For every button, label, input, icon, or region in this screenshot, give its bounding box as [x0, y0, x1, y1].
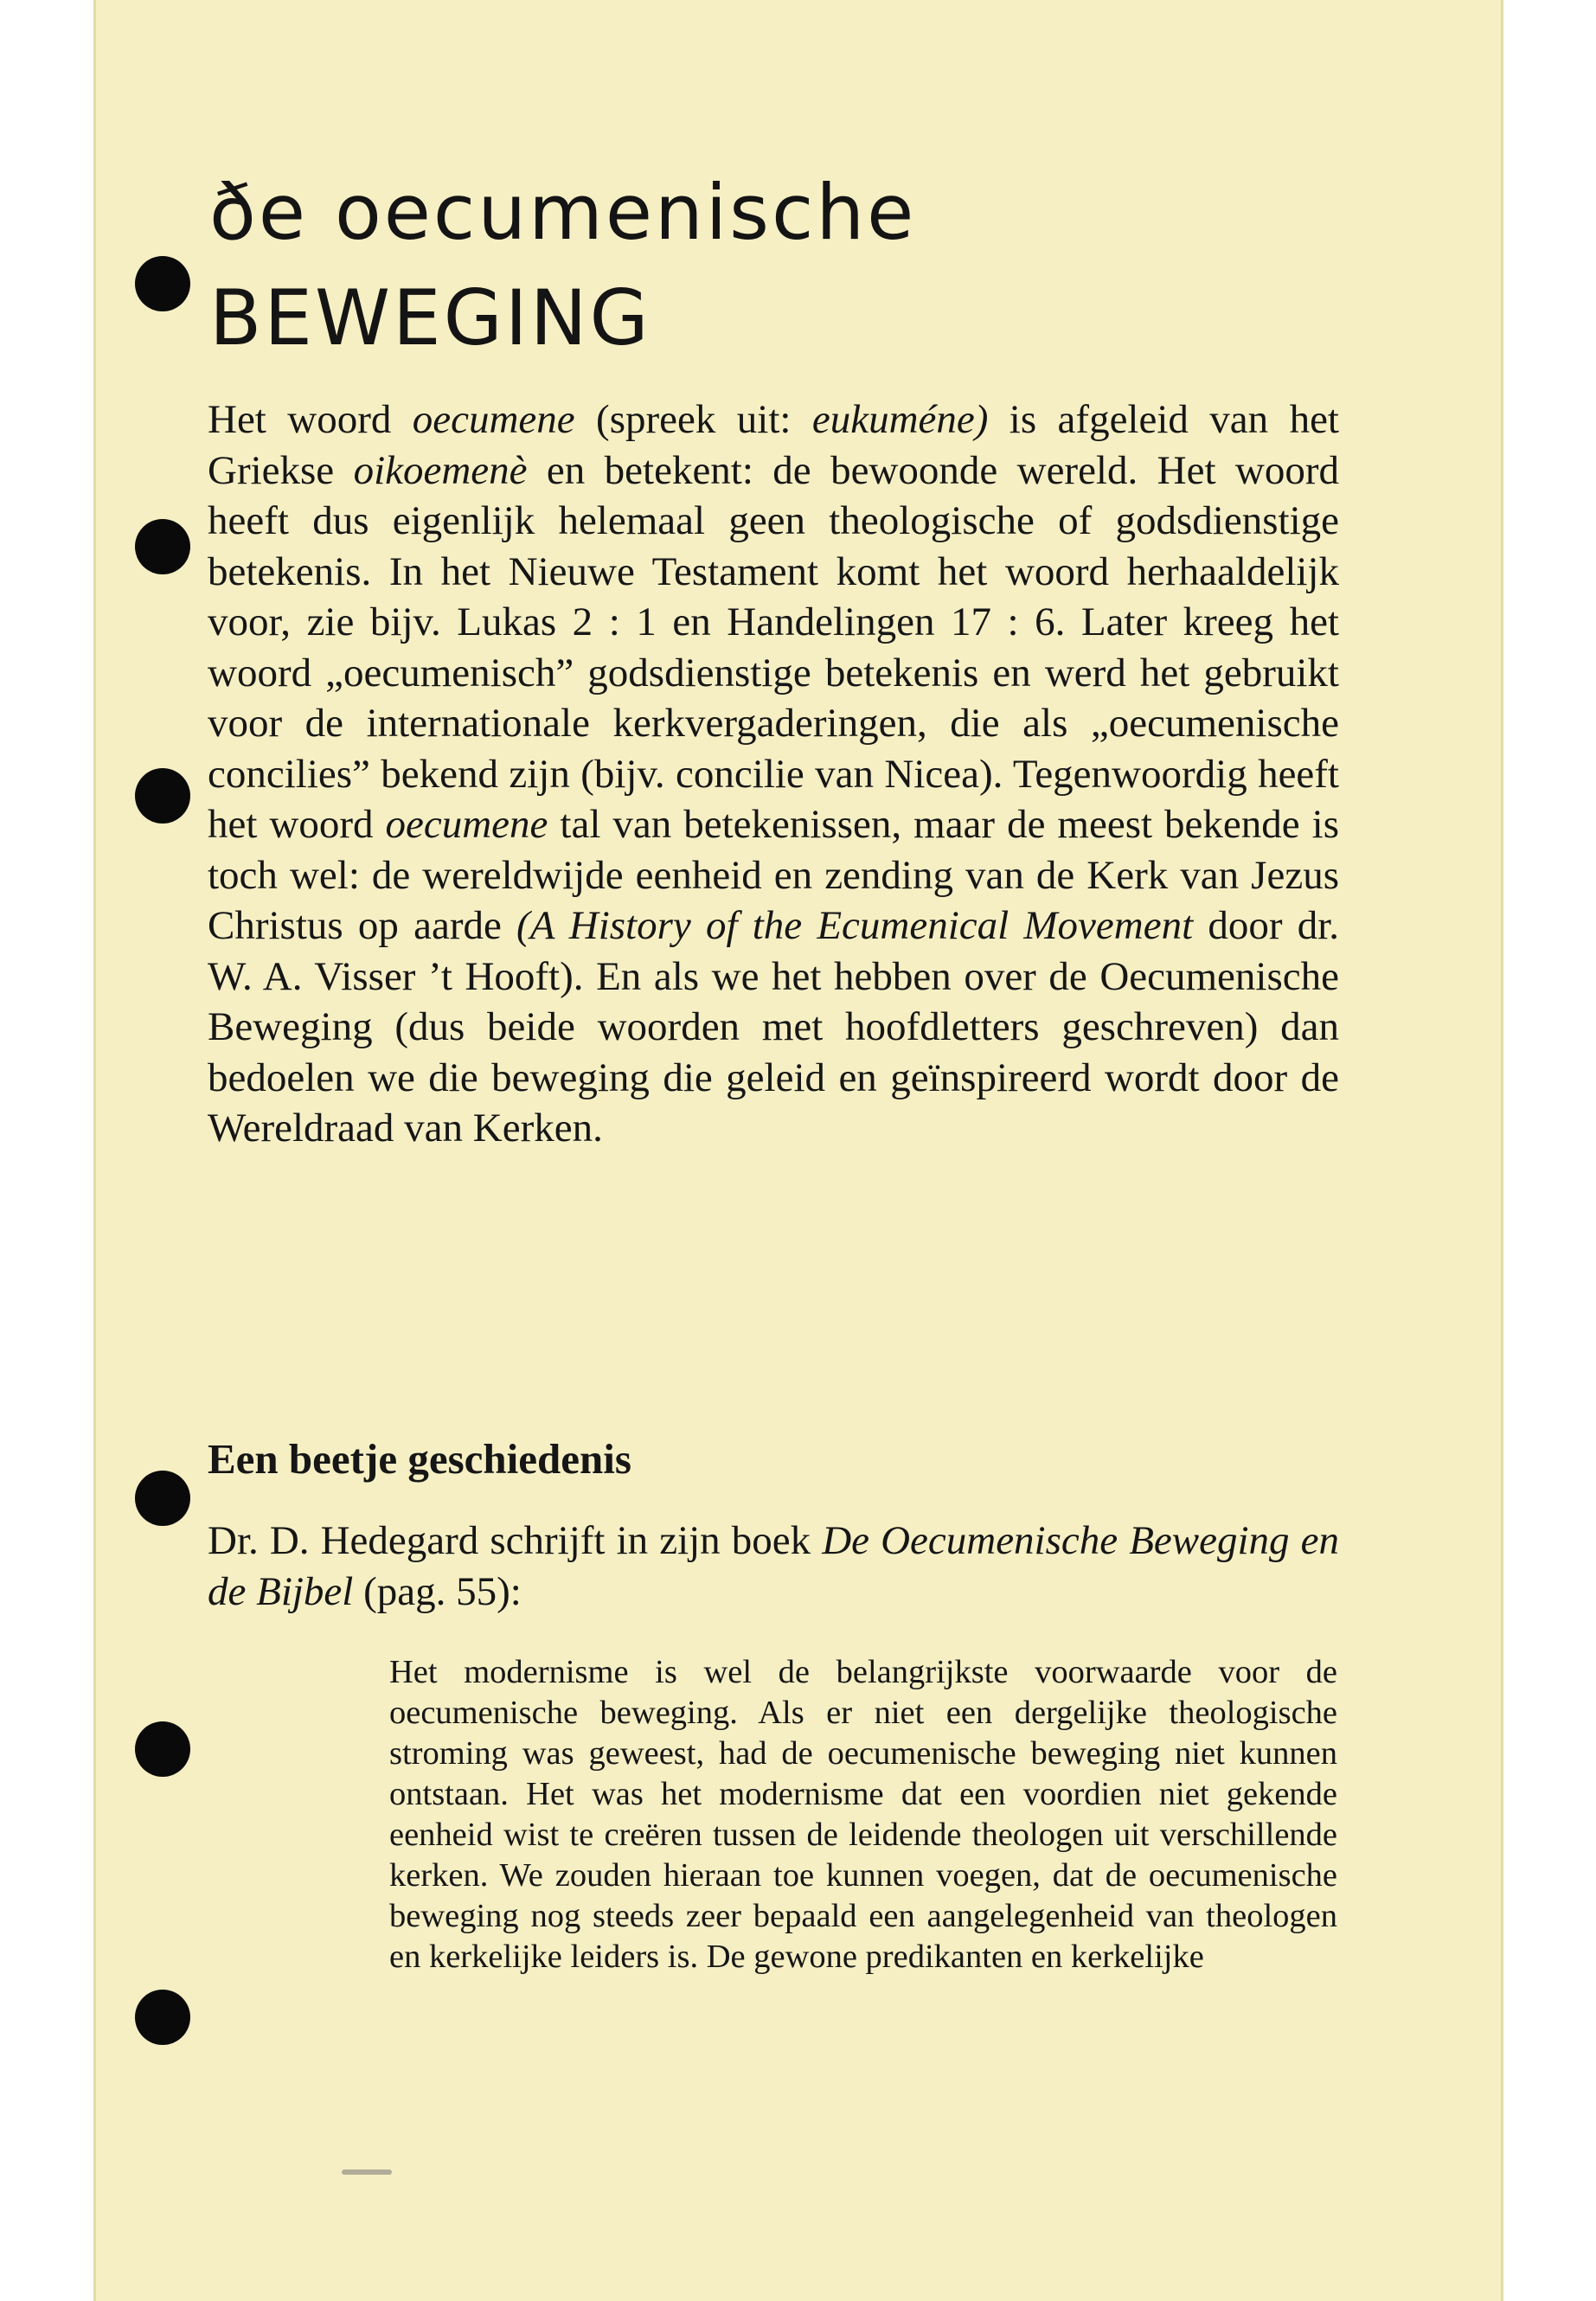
punch-hole [135, 768, 190, 824]
punch-hole [135, 256, 190, 311]
paper-speck [342, 2170, 392, 2175]
text-run: is afgeleid van het Griekse [208, 397, 1339, 493]
text-run: Dr. D. Hedegard schrijft in zijn boek [208, 1518, 823, 1563]
section-heading: Een beetje geschiedenis [208, 1435, 631, 1483]
text-run: tal van betekenissen, maar de meest bekende is toch wel: de wereldwijde eenheid en zending van de Kerk van Jezus Christus op aarde [208, 802, 1339, 948]
text-run: en betekent: de bewoonde wereld. Het woord heeft dus eigenlijk helemaal geen theologische of godsdienstige betekenis. In het Nieuwe Testament komt het woord herhaaldelijk voor, zie bijv. Lukas 2 : 1 en Handelingen 17 : 6. Later kreeg het woord „oecumenisch” godsdienstige betekenis en werd het gebruikt voor de internationale kerkvergaderingen, die als „oecumenische concilies” bekend zijn (bijv. concilie van Nicea). Tegenwoordig heeft het woord [208, 447, 1339, 847]
text-run: (spreek uit: [574, 397, 812, 442]
italic-term: oecumene [385, 802, 548, 847]
italic-term: oikoemenè [353, 447, 528, 493]
block-quote: Het modernisme is wel de belangrijkste voorwaarde voor de oecumenische beweging. Als er niet een dergelijke theologische stroming was geweest, had de oecumenische beweging niet kunnen ontstaan. Het was het modernisme dat een voordien niet gekende eenheid wist te creëren tussen de leidende theologen uit verschillende kerken. We zouden hieraan toe kunnen voegen, dat de oecumenische beweging nog steeds zeer bepaald een aangelegenheid van theologen en kerkelijke leiders is. De gewone predikanten en kerkelijke [389, 1654, 1337, 1975]
chapter-title [209, 160, 1247, 371]
text-run: (pag. 55): [353, 1568, 522, 1614]
title-line: BEWEGING [209, 273, 651, 362]
italic-title: De Oecumenische Beweging en de Bijbel [208, 1518, 1339, 1614]
title-line: ðe oecumenische [209, 168, 917, 257]
punch-hole [135, 519, 190, 574]
italic-term: eukuméne) [811, 397, 989, 442]
punch-hole [135, 1990, 190, 2045]
italic-term: oecumene [412, 397, 575, 442]
intro-paragraph [208, 1516, 1339, 1617]
punch-hole [135, 1471, 190, 1526]
italic-title: (A History of the Ecumenical Movement [516, 903, 1194, 948]
text-run: Het woord [208, 397, 413, 442]
punch-hole [135, 1721, 190, 1777]
text-run: door dr. W. A. Visser ’t Hooft). En als we het hebben over de Oecumenische Beweging (dus beide woorden met hoofdletters geschreven) dan bedoelen we die beweging die geleid en geïnspireerd wordt door de Wereldraad van Kerken. [208, 903, 1340, 1150]
body-paragraph [208, 394, 1339, 1154]
